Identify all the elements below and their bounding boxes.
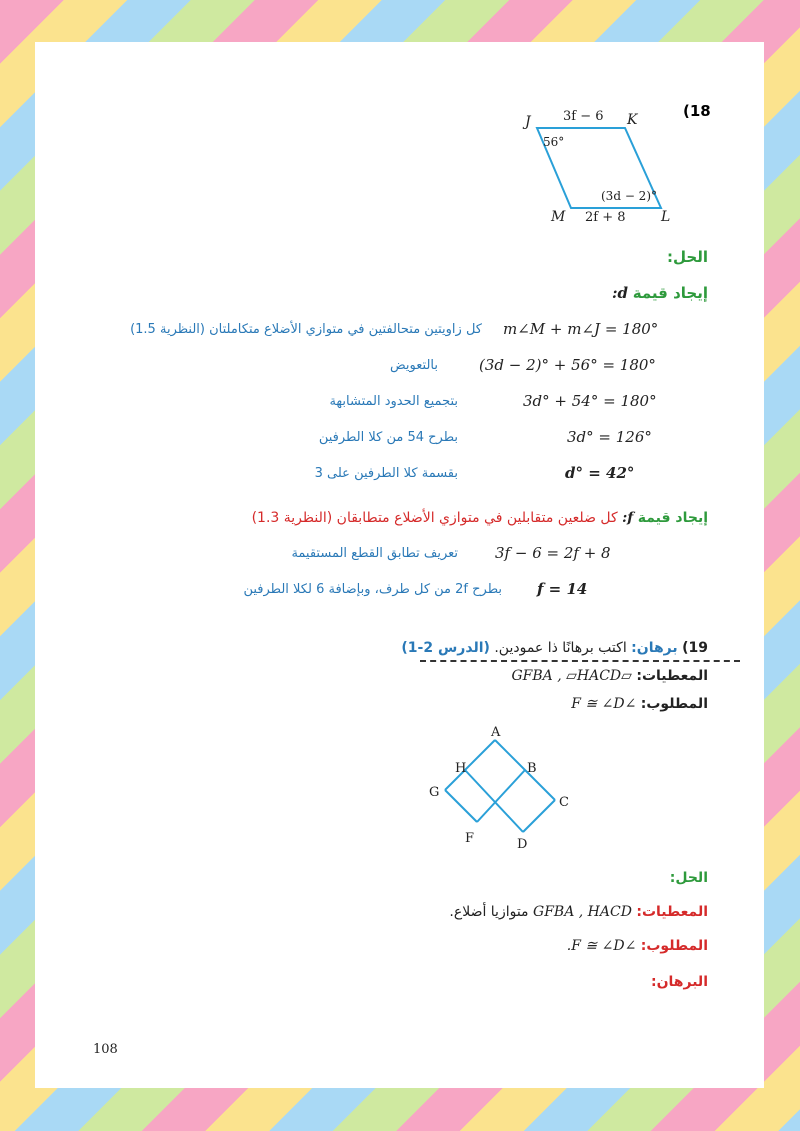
parallelogram-jklm-figure	[515, 104, 685, 226]
point-b: B	[527, 761, 537, 776]
d-step-1-reason: كل زاويتين متحالفتين في متوازي الأضلاع متكاملتان (النظرية 1.5)	[130, 322, 482, 337]
givens-label: المعطيات:	[636, 668, 708, 684]
worksheet-page	[35, 42, 764, 1088]
f-theorem: كل ضلعين متقابلين في متوازي الأضلاع متطابقان (النظرية 1.3)	[251, 510, 618, 526]
section-divider	[420, 660, 740, 662]
prove-line	[571, 696, 708, 712]
point-d: D	[517, 837, 528, 852]
point-f: F	[465, 831, 475, 846]
segment-a-g	[445, 740, 495, 790]
d-step-3-math: 3d° + 54° = 180°	[523, 392, 657, 410]
vertex-l: L	[661, 209, 671, 225]
f-step-1-math: 3f − 6 = 2f + 8	[495, 544, 611, 562]
solution-prove-math: ∠F ≅ ∠D.	[566, 938, 637, 954]
find-d-label: إيجاد قيمة	[632, 284, 708, 302]
lesson-reference: (الدرس 2-1)	[401, 640, 490, 656]
side-jk-label: 3f − 6	[563, 109, 604, 124]
d-step-5-reason: بقسمة كلا الطرفين على 3	[314, 466, 458, 481]
solution-label-18: الحل:	[667, 248, 708, 266]
side-ml-label: 2f + 8	[585, 210, 626, 225]
problem-19-header	[401, 640, 708, 656]
page-number: 108	[93, 1042, 118, 1057]
proof-label: البرهان:	[651, 974, 708, 990]
point-a: A	[491, 725, 501, 740]
givens-line	[511, 668, 708, 684]
solution-prove-label: المطلوب:	[640, 938, 708, 954]
d-step-2-reason: بالتعويض	[390, 358, 438, 373]
angle-l-label: (3d − 2)°	[601, 189, 657, 203]
f-step-2-reason: بطرح 2f من كل طرف، وبإضافة 6 لكلا الطرفين	[243, 582, 502, 597]
f-step-1-reason: تعريف تطابق القطع المستقيمة	[291, 546, 458, 561]
point-g: G	[429, 785, 440, 800]
proof-instruction: اكتب برهانًا ذا عمودين.	[494, 640, 627, 656]
d-step-3-reason: بتجميع الحدود المتشابهة	[329, 394, 458, 409]
f-variable: f:	[622, 510, 634, 526]
solution-prove-line	[567, 938, 708, 954]
angle-j-label: 56°	[543, 135, 565, 149]
d-step-4-math: 3d° = 126°	[567, 428, 652, 446]
solution-givens-text: متوازيا أضلاع.	[449, 904, 529, 920]
segment-h-d	[465, 770, 523, 832]
solution-label-19: الحل:	[669, 870, 708, 886]
d-step-4-reason: بطرح 54 من كلا الطرفين	[318, 430, 458, 445]
d-variable: d:	[611, 284, 628, 302]
d-step-5-math: d° = 42°	[565, 464, 635, 482]
proof-title: برهان:	[631, 640, 678, 656]
f-step-2-math: f = 14	[537, 580, 588, 598]
find-d-heading	[612, 284, 708, 302]
two-parallelograms-figure	[421, 724, 581, 870]
vertex-m: M	[551, 209, 566, 225]
point-h: H	[455, 761, 467, 776]
d-step-1-math: m∠M + m∠J = 180°	[503, 320, 659, 338]
segment-g-f	[445, 790, 477, 822]
vertex-k: K	[627, 112, 638, 128]
find-f-label: إيجاد قيمة	[637, 510, 708, 526]
solution-givens-line	[449, 904, 708, 920]
prove-value: ∠F ≅ ∠D	[571, 696, 637, 712]
solution-givens-label: المعطيات:	[636, 904, 708, 920]
problem-18-number: (18	[683, 102, 711, 120]
givens-value: ▱GFBA , ▱HACD	[511, 668, 632, 684]
problem-19-number: 19)	[682, 640, 708, 656]
segment-c-d	[523, 800, 555, 832]
segment-b-f	[477, 770, 525, 822]
d-step-2-math: (3d − 2)° + 56° = 180°	[479, 356, 656, 374]
find-f-heading	[252, 510, 708, 526]
prove-label: المطلوب:	[640, 696, 708, 712]
solution-givens-math: GFBA , HACD	[533, 904, 632, 920]
vertex-j: J	[525, 114, 531, 130]
point-c: C	[559, 795, 569, 810]
